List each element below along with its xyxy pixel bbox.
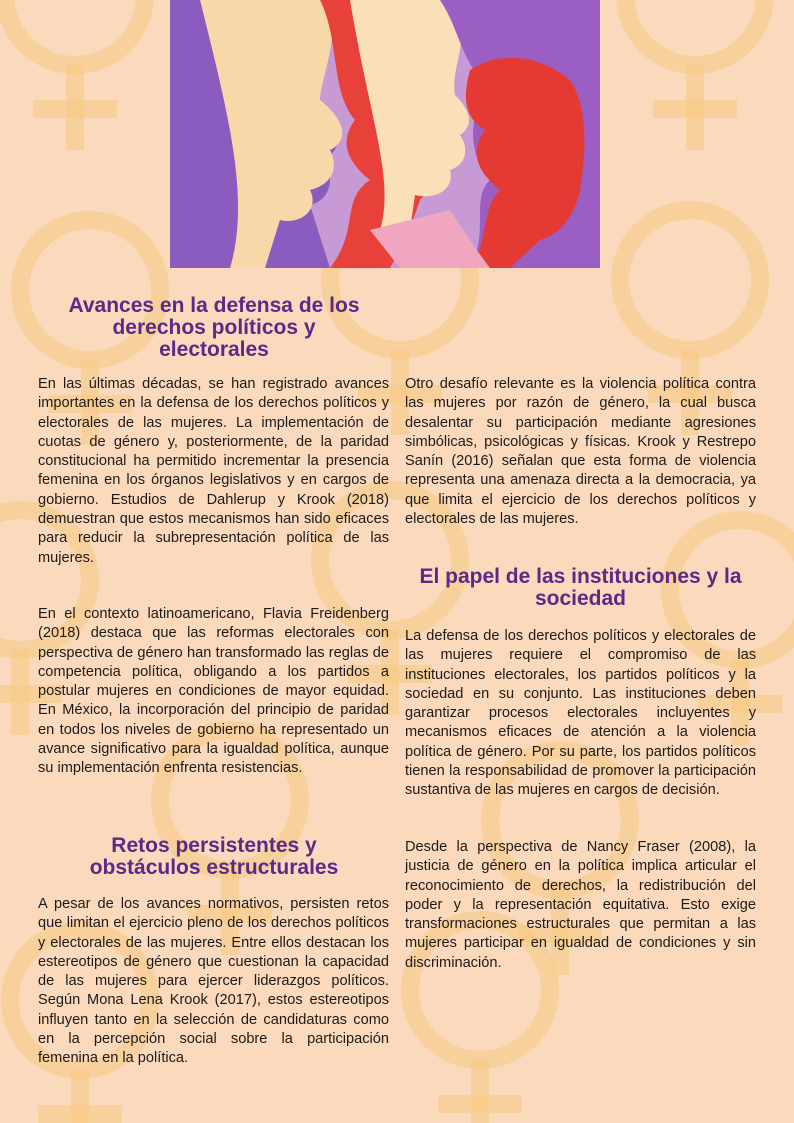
venus-symbol-icon [625,0,765,150]
paragraph-violencia: Otro desafío relevante es la violencia política contra las mujeres por razón de género, la cual busca desalentar su participación mediante agresiones simbólicas, psicológicas y físicas. Krook y Restrepo Sanín (2016) señalan que esta forma de violencia representa una amenaza directa a la democracia, ya que limita el ejercicio de los derechos políticos y electorales de las mujeres. [405,376,756,528]
paragraph-instituciones-2: Desde la perspectiva de Nancy Fraser (2008), la justicia de género en la política implica articular el reconocimiento de derechos, la redistribución del poder y la representación equitativa. Esto exige transformaciones estructurales que permitan a las mujeres participar en igualdad de condiciones y sin discriminación. [405,839,756,971]
paragraph-instituciones-1: La defensa de los derechos políticos y electorales de las mujeres requiere el compromiso de las instituciones electorales, los partidos políticos y la sociedad en su conjunto. Las instituciones deben garantizar procesos electorales incluyentes y mecanismos eficaces de atención a la violencia política de género. Por su parte, los partidos políticos tienen la responsabilidad de promover la participación sustantiva de las mujeres en cargos de decisión. [405,628,756,799]
hero-illustration [170,0,600,268]
section-heading-avances: Avances en la defensa de los derechos políticos y electorales [68,294,360,361]
venus-symbol-icon [5,0,145,150]
paragraph-retos: A pesar de los avances normativos, persisten retos que limitan el ejercicio pleno de los derechos políticos y electorales de las mujeres. Entre ellos destacan los estereotipos de género que cuestionan la capacidad de las mujeres para ejercer liderazgos políticos. Según Mona Lena Krook (2017), estos estereotipos influyen tanto en la selección de candidaturas como en la percepción social sobre la participación femenina en la política. [38,896,389,1067]
paragraph-avances-2: En el contexto latinoamericano, Flavia Freidenberg (2018) destaca que las reformas electorales con perspectiva de género han transformado las reglas de competencia política, obligando a los partidos a postular mujeres en condiciones de mayor equidad. En México, la incorporación del principio de paridad en todos los niveles de gobierno ha representado un avance significativo para la igualdad política, aunque su implementación enfrenta resistencias. [38,606,389,777]
section-heading-retos: Retos persistentes y obstáculos estructurales [89,834,339,879]
paragraph-avances-1: En las últimas décadas, se han registrado avances importantes en la defensa de los derechos políticos y electorales de las mujeres. La implementación de cuotas de género y, posteriormente, de la paridad constitucional ha permitido incrementar la presencia femenina en los órganos legislativos y en cargos de gobierno. Estudios de Dahlerup y Krook (2018) demuestran que estos mecanismos han sido eficaces para reducir la subrepresentación política de las mujeres. [38,376,389,566]
section-heading-instituciones: El papel de las instituciones y la sociedad [419,565,742,610]
women-profiles-icon [170,0,600,268]
